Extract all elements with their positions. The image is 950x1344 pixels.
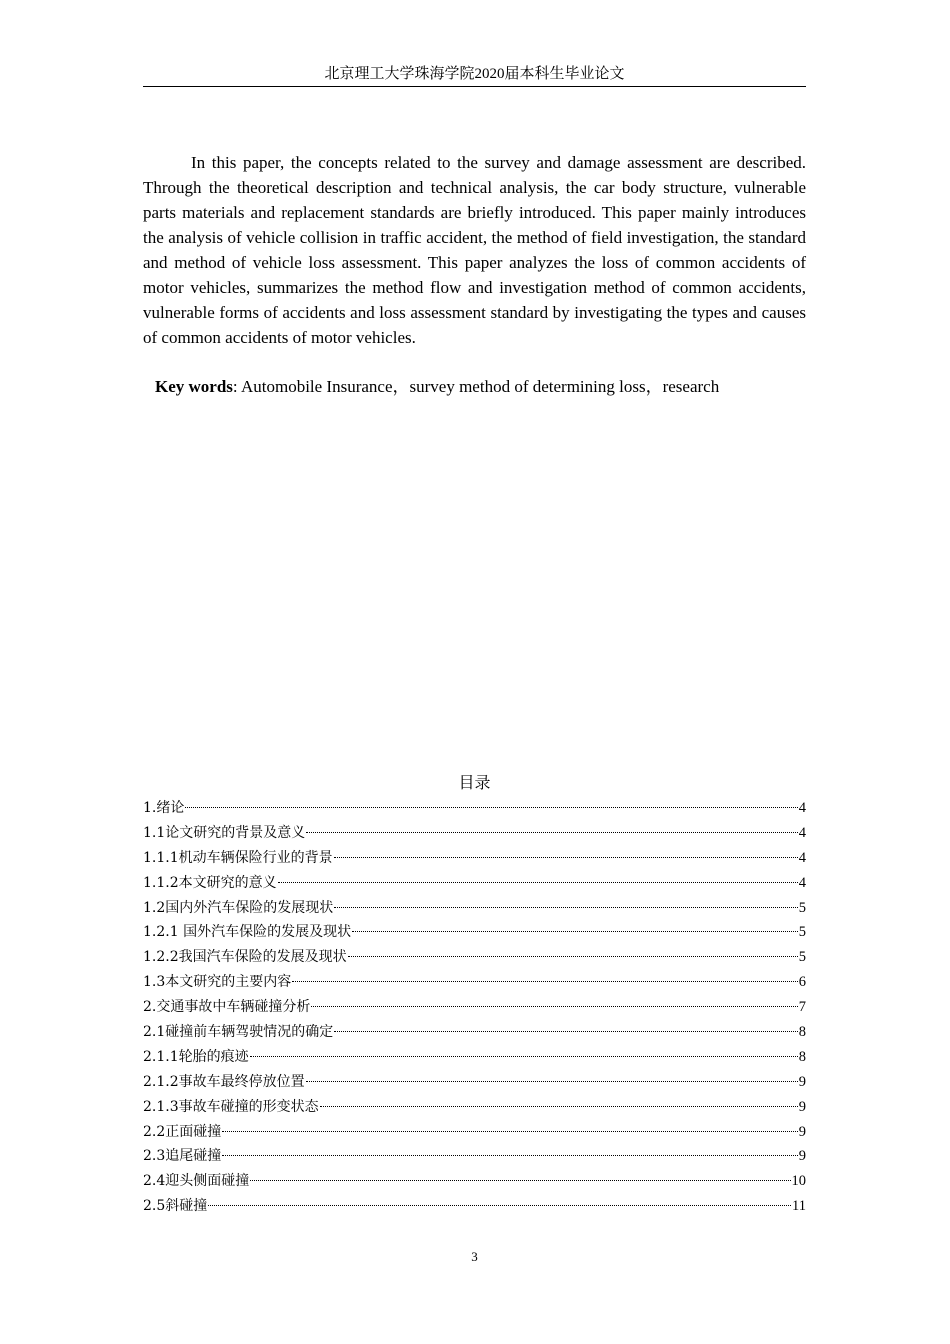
toc-entry-page: 5 [798, 949, 806, 966]
toc-entry-page: 7 [798, 999, 806, 1016]
toc-entry-page: 9 [798, 1073, 806, 1090]
toc-entry[interactable] [143, 920, 806, 945]
toc-entry[interactable] [143, 1020, 806, 1045]
toc-entry-text: 1.2.1 国外汽车保险的发展及现状 [143, 924, 352, 941]
toc-entry-text: 1.1.1机动车辆保险行业的背景 [143, 849, 333, 866]
toc-entry-text: 1.1论文研究的背景及意义 [143, 824, 306, 841]
keywords-line [155, 374, 806, 399]
toc-leader-dots [352, 931, 798, 932]
toc-entry-page: 4 [798, 874, 806, 891]
toc-leader-dots [185, 807, 797, 808]
toc-entry-text: 2.1碰撞前车辆驾驶情况的确定 [143, 1024, 334, 1041]
toc-entry-page: 5 [798, 924, 806, 941]
toc-entry[interactable] [143, 821, 806, 846]
toc-entry-text: 2.1.3事故车碰撞的形变状态 [143, 1098, 319, 1115]
page-header: 北京理工大学珠海学院2020届本科生毕业论文 [324, 66, 625, 82]
toc-entry[interactable] [143, 970, 806, 995]
toc-leader-dots [222, 1155, 797, 1156]
keywords-label: Key words [155, 377, 233, 396]
toc-leader-dots [334, 907, 797, 908]
toc-entry-text: 1.1.2本文研究的意义 [143, 874, 277, 891]
toc-entry-text: 2.5斜碰撞 [143, 1198, 208, 1215]
toc-leader-dots [334, 1031, 797, 1032]
table-of-contents [143, 796, 806, 1219]
toc-entry-page: 8 [798, 1024, 806, 1041]
toc-leader-dots [208, 1205, 791, 1206]
toc-entry[interactable] [143, 846, 806, 871]
toc-entry-text: 1.3本文研究的主要内容 [143, 974, 292, 991]
toc-entry[interactable] [143, 1144, 806, 1169]
toc-entry-page: 11 [792, 1198, 806, 1215]
toc-entry-text: 2.3追尾碰撞 [143, 1148, 222, 1165]
toc-entry-text: 2.2正面碰撞 [143, 1123, 222, 1140]
toc-entry-text: 2.交通事故中车辆碰撞分析 [143, 999, 311, 1016]
page-number: 3 [471, 1249, 478, 1264]
toc-leader-dots [348, 956, 798, 957]
toc-leader-dots [306, 832, 797, 833]
toc-entry[interactable] [143, 1169, 806, 1194]
toc-entry-text: 1.2国内外汽车保险的发展现状 [143, 899, 334, 916]
toc-entry-page: 4 [798, 800, 806, 816]
toc-entry-page: 4 [798, 849, 806, 866]
toc-entry[interactable] [143, 1095, 806, 1120]
toc-leader-dots [222, 1131, 797, 1132]
toc-leader-dots [250, 1180, 790, 1181]
toc-entry-text: 2.4迎头侧面碰撞 [143, 1173, 250, 1190]
toc-leader-dots [306, 1081, 798, 1082]
toc-entry[interactable] [143, 796, 806, 821]
toc-leader-dots [334, 857, 798, 858]
keywords-text: Automobile Insurance，survey method of determining loss，research [240, 377, 720, 396]
toc-entry[interactable] [143, 896, 806, 921]
toc-entry-page: 5 [798, 899, 806, 916]
toc-entry-text: 1.2.2我国汽车保险的发展及现状 [143, 949, 347, 966]
toc-entry[interactable] [143, 1070, 806, 1095]
toc-entry-page: 10 [791, 1173, 806, 1190]
toc-leader-dots [320, 1106, 798, 1107]
toc-entry[interactable] [143, 995, 806, 1020]
toc-entry-page: 6 [798, 974, 806, 991]
toc-leader-dots [311, 1006, 797, 1007]
header-rule [143, 86, 806, 87]
toc-entry-text: 2.1.1轮胎的痕迹 [143, 1048, 249, 1065]
toc-entry-text: 1.绪论 [143, 800, 185, 816]
toc-entry[interactable] [143, 1194, 806, 1219]
toc-entry-page: 9 [798, 1098, 806, 1115]
toc-leader-dots [278, 882, 798, 883]
toc-entry[interactable] [143, 1120, 806, 1145]
toc-entry-page: 9 [798, 1123, 806, 1140]
toc-title: 目录 [458, 775, 491, 792]
toc-leader-dots [250, 1056, 798, 1057]
toc-leader-dots [292, 981, 797, 982]
abstract-paragraph: In this paper, the concepts related to the survey and damage assessment are described. Through the theoretical description and technical analysis, the car body structure, vulnerable parts materials and replacement standards are briefly introduced. This paper mainly introduces the analysis of vehicle collision in traffic accident, the method of field investigation, the standard and method of vehicle loss assessment. This paper analyzes the loss of common accidents of motor vehicles, summarizes the method flow and investigation method of common accidents, vulnerable forms of accidents and loss assessment standard by investigating the types and causes of common accidents of motor vehicles. [143, 153, 806, 347]
toc-entry[interactable] [143, 1045, 806, 1070]
toc-entry-text: 2.1.2事故车最终停放位置 [143, 1073, 305, 1090]
toc-entry[interactable] [143, 945, 806, 970]
toc-entry-page: 8 [798, 1048, 806, 1065]
keywords-separator: : [232, 377, 241, 396]
toc-entry-page: 4 [798, 824, 806, 841]
toc-entry[interactable] [143, 871, 806, 896]
toc-entry-page: 9 [798, 1148, 806, 1165]
